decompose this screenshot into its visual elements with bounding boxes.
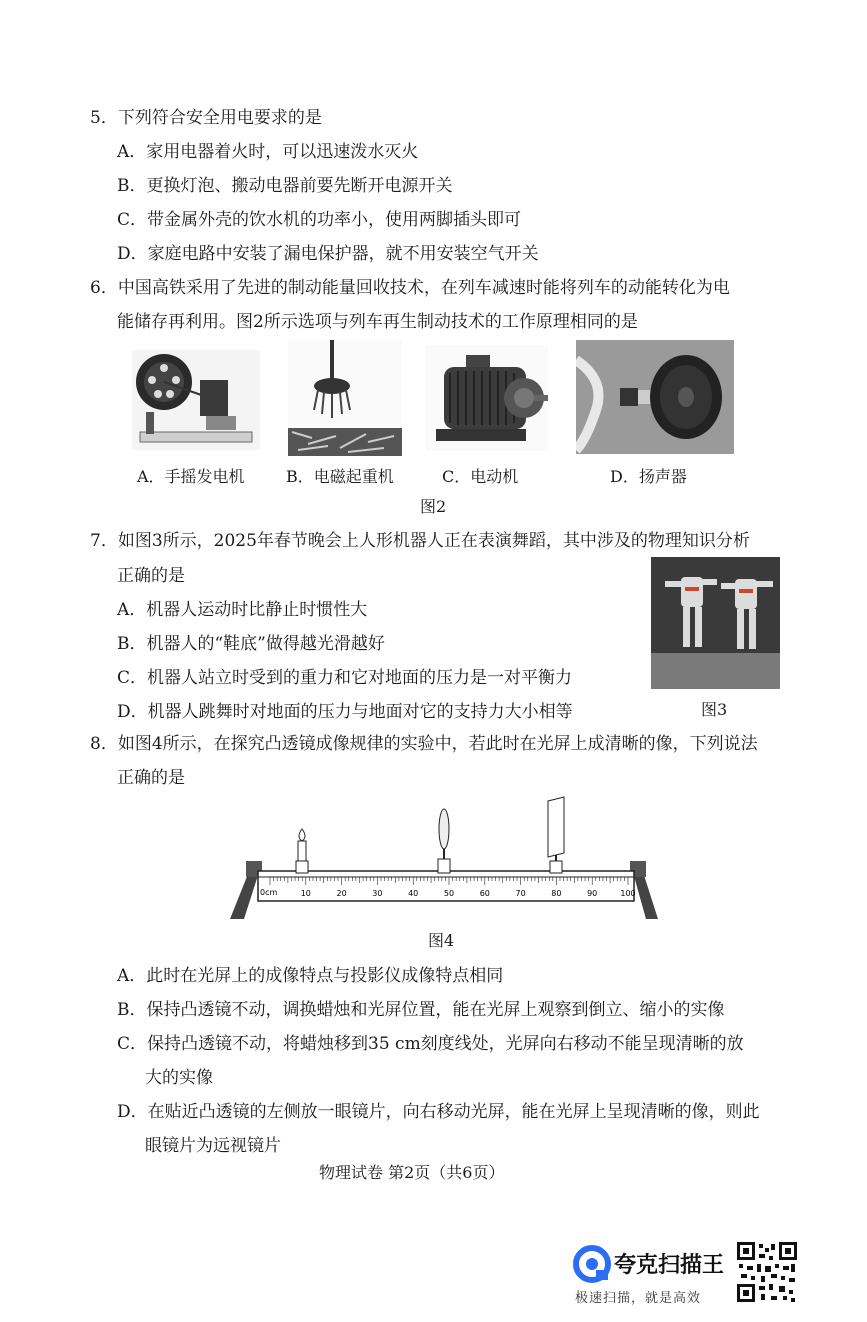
- q5-option-b: B．更换灯泡、搬动电器前要先断开电源开关: [117, 176, 453, 196]
- electric-motor-image: [426, 345, 548, 451]
- q5-option-d: D．家庭电路中安装了漏电保护器，就不用安装空气开关: [117, 244, 539, 264]
- dancing-robots-photo: [651, 557, 780, 689]
- ruler-label: 30: [372, 889, 383, 898]
- ruler-label: 80: [551, 889, 562, 898]
- q7-stem-line1: 7．如图3所示，2025年春节晚会上人形机器人正在表演舞蹈，其中涉及的物理知识分析: [90, 531, 750, 551]
- ruler-label: 100: [620, 889, 636, 898]
- q7-option-c: C．机器人站立时受到的重力和它对地面的压力是一对平衡力: [117, 668, 573, 688]
- q6-stem-line2: 能储存再利用。图2所示选项与列车再生制动技术的工作原理相同的是: [117, 312, 638, 332]
- hand-crank-generator-image: [132, 350, 260, 450]
- ruler-label: 20: [336, 889, 347, 898]
- ruler-label: 90: [587, 889, 598, 898]
- q8-stem-line2: 正确的是: [117, 768, 185, 788]
- q6-stem-line1: 6．中国高铁采用了先进的制动能量回收技术，在列车减速时能将列车的动能转化为电: [90, 278, 730, 298]
- q5-option-c: C．带金属外壳的饮水机的功率小，使用两脚插头即可: [117, 210, 522, 230]
- q7-option-d: D．机器人跳舞时对地面的压力与地面对它的支持力大小相等: [117, 702, 573, 722]
- qr-code-icon: [735, 1240, 799, 1304]
- q8-option-a: A．此时在光屏上的成像特点与投影仪成像特点相同: [117, 966, 504, 986]
- ruler-label: 70: [515, 889, 526, 898]
- q5-stem: 5．下列符合安全用电要求的是: [90, 108, 322, 128]
- q8-option-d-line1: D．在贴近凸透镜的左侧放一眼镜片，向右移动光屏，能在光屏上呈现清晰的像，则此: [117, 1102, 760, 1122]
- q8-option-b: B．保持凸透镜不动，调换蜡烛和光屏位置，能在光屏上观察到倒立、缩小的实像: [117, 1000, 725, 1020]
- light-screen: [548, 797, 564, 873]
- electromagnetic-crane-image: [288, 340, 402, 456]
- figure-4-caption: 图4: [428, 931, 455, 950]
- q5-option-a: A．家用电器着火时，可以迅速泼水灭火: [117, 142, 419, 162]
- ruler-unit-label: 0cm: [260, 888, 278, 897]
- scanner-logo-icon: [572, 1244, 612, 1284]
- q6-option-b: B．电磁起重机: [286, 467, 394, 486]
- ruler-label: 60: [479, 889, 490, 898]
- candle: [296, 829, 308, 873]
- q7-option-b: B．机器人的“鞋底”做得越光滑越好: [117, 634, 385, 654]
- watermark-brand: 夸克扫描王: [614, 1253, 725, 1278]
- page-footer: 物理试卷 第2页（共6页）: [319, 1163, 505, 1182]
- q7-option-a: A．机器人运动时比静止时惯性大: [117, 600, 368, 620]
- watermark-slogan: 极速扫描，就是高效: [575, 1291, 702, 1306]
- q6-option-c: C．电动机: [442, 467, 519, 486]
- convex-lens: [438, 809, 450, 873]
- q8-option-c-line2: 大的实像: [145, 1068, 213, 1088]
- q8-option-d-line2: 眼镜片为远视镜片: [145, 1136, 281, 1156]
- loudspeaker-image: [576, 340, 734, 454]
- q6-option-d: D．扬声器: [610, 467, 687, 486]
- ruler-label: 40: [408, 889, 419, 898]
- q6-option-a: A．手摇发电机: [137, 467, 245, 486]
- q8-stem-line1: 8．如图4所示，在探究凸透镜成像规律的实验中，若此时在光屏上成清晰的像，下列说法: [90, 734, 758, 754]
- ruler-label: 50: [443, 889, 455, 898]
- ruler-label: 10: [300, 889, 311, 898]
- q7-stem-line2: 正确的是: [117, 566, 185, 586]
- optical-bench-diagram: [226, 795, 666, 925]
- figure-3-caption: 图3: [701, 700, 728, 719]
- figure-2-caption: 图2: [420, 497, 447, 516]
- q8-option-c-line1: C．保持凸透镜不动，将蜡烛移到35 cm刻度线处，光屏向右移动不能呈现清晰的放: [117, 1034, 744, 1054]
